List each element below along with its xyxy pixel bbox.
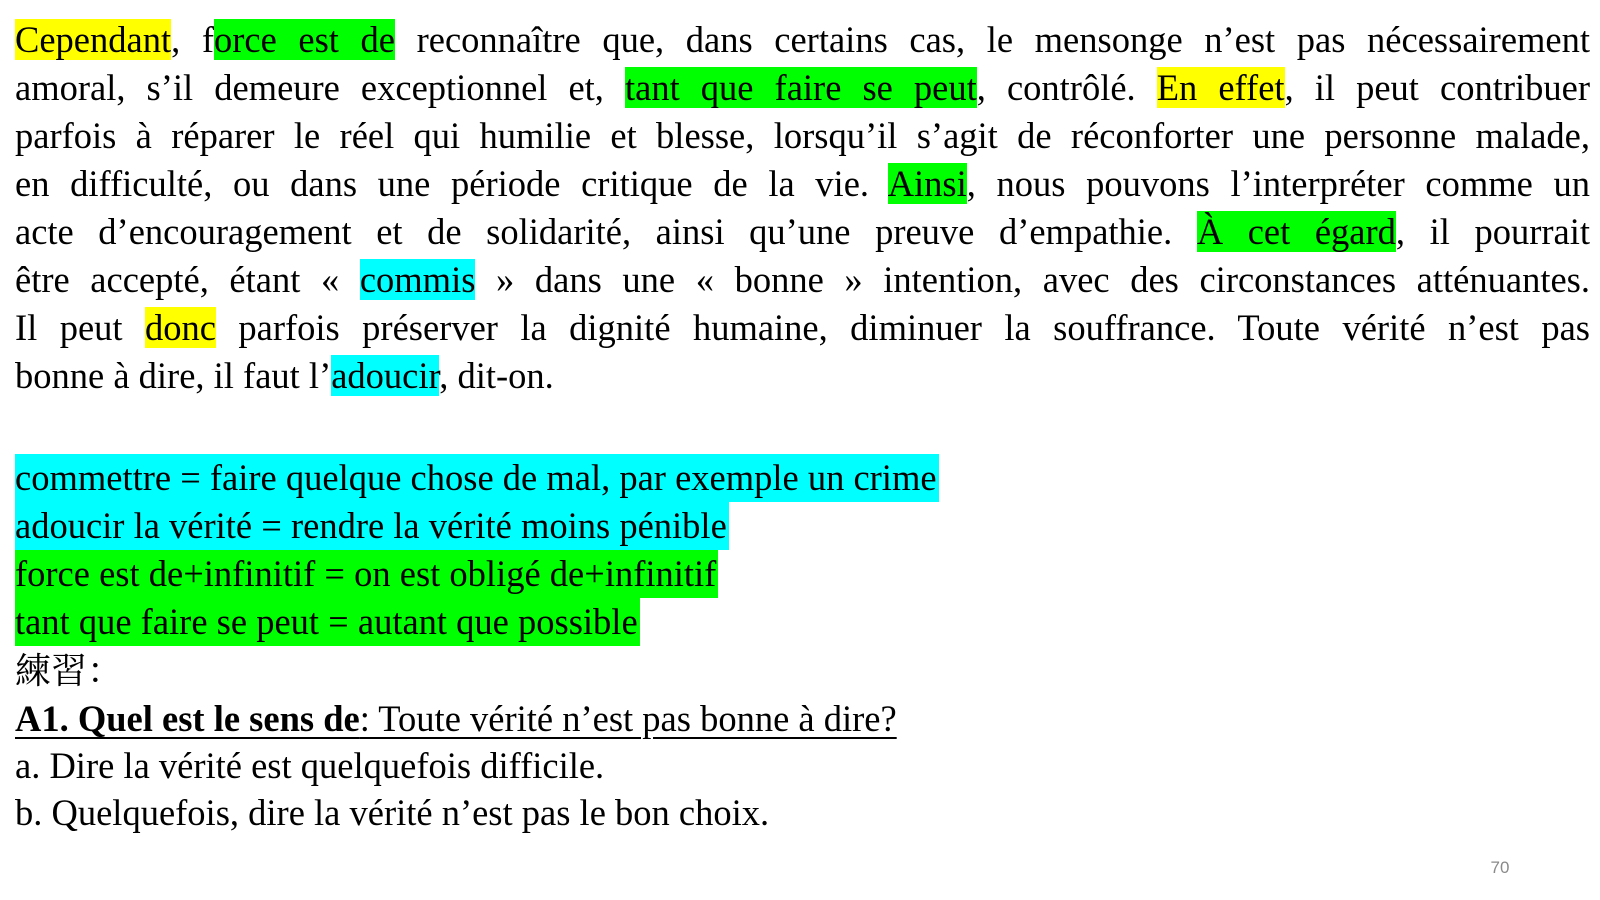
question-text: : Toute vérité n’est pas bonne à dire? [359, 698, 897, 739]
text-segment: acte d’encouragement et de solidarité, ainsi qu’une preuve d’empathie. [15, 211, 1197, 252]
main-paragraph [15, 16, 1590, 400]
highlight-donc: donc [145, 307, 216, 348]
page-number: 70 [1490, 858, 1510, 877]
paragraph-line-8 [15, 352, 1590, 400]
highlight-ainsi: Ainsi [887, 163, 967, 204]
text-segment: , il peut contribuer [1284, 67, 1590, 108]
answer-option-a: a. Dire la vérité est quelquefois difficile. [15, 745, 605, 786]
highlight-a-cet-egard: À cet égard [1196, 211, 1396, 252]
vocabulary-list [15, 454, 939, 646]
vocabulary-text: adoucir la vérité = rendre la vérité moins pénible [15, 502, 729, 550]
question-prompt: A1. Quel est le sens de [15, 698, 360, 739]
paragraph-line-4 [15, 160, 1590, 208]
vocabulary-item [15, 598, 939, 646]
highlight-en-effet: En effet [1156, 67, 1285, 108]
vocabulary-text: force est de+infinitif = on est obligé de+infinitif [15, 550, 718, 598]
text-segment: en difficulté, ou dans une période critique de la vie. [15, 163, 888, 204]
highlight-force-est-de: orce est de [213, 19, 395, 60]
text-segment: bonne à dire, il faut l’ [15, 355, 332, 396]
answer-option-b: b. Quelquefois, dire la vérité n’est pas le bon choix. [15, 792, 770, 833]
text-segment: » dans une « bonne » intention, avec des circonstances atténuantes. [475, 259, 1590, 300]
paragraph-line-2 [15, 64, 1590, 112]
highlight-commis: commis [359, 259, 476, 300]
text-segment: reconnaître que, dans certains cas, le mensonge n’est pas nécessairement [395, 19, 1590, 60]
paragraph-line-5 [15, 208, 1590, 256]
paragraph-line-3 [15, 112, 1590, 160]
vocabulary-item [15, 502, 939, 550]
highlight-tant-que-faire-se-peut: tant que faire se peut [625, 67, 977, 108]
text-segment: Il peut [15, 307, 145, 348]
text-segment: , il pourrait [1395, 211, 1590, 252]
vocabulary-item [15, 454, 939, 502]
highlight-cependant: Cependant [15, 19, 172, 60]
vocabulary-text: tant que faire se peut = autant que possible [15, 598, 640, 646]
text-segment: être accepté, étant « [15, 259, 360, 300]
vocabulary-item [15, 550, 939, 598]
highlight-adoucir: adoucir [331, 355, 440, 396]
text-segment: parfois préserver la dignité humaine, diminuer la souffrance. Toute vérité n’est pas [215, 307, 1590, 348]
text-segment: , nous pouvons l’interpréter comme un [966, 163, 1590, 204]
vocabulary-text: commettre = faire quelque chose de mal, par exemple un crime [15, 454, 939, 502]
exercise-question [15, 695, 897, 743]
text-segment: amoral, s’il demeure exceptionnel et, [15, 67, 625, 108]
text-segment: parfois à réparer le réel qui humilie et blesse, lorsqu’il s’agit de réconforter une personne malade, [15, 115, 1590, 156]
paragraph-line-6 [15, 256, 1590, 304]
paragraph-line-7 [15, 304, 1590, 352]
paragraph-line-1 [15, 16, 1590, 64]
text-segment: , dit-on. [439, 355, 554, 396]
text-segment: , contrôlé. [976, 67, 1157, 108]
text-segment: , f [171, 19, 214, 60]
exercise-heading: 練習： [15, 651, 124, 692]
